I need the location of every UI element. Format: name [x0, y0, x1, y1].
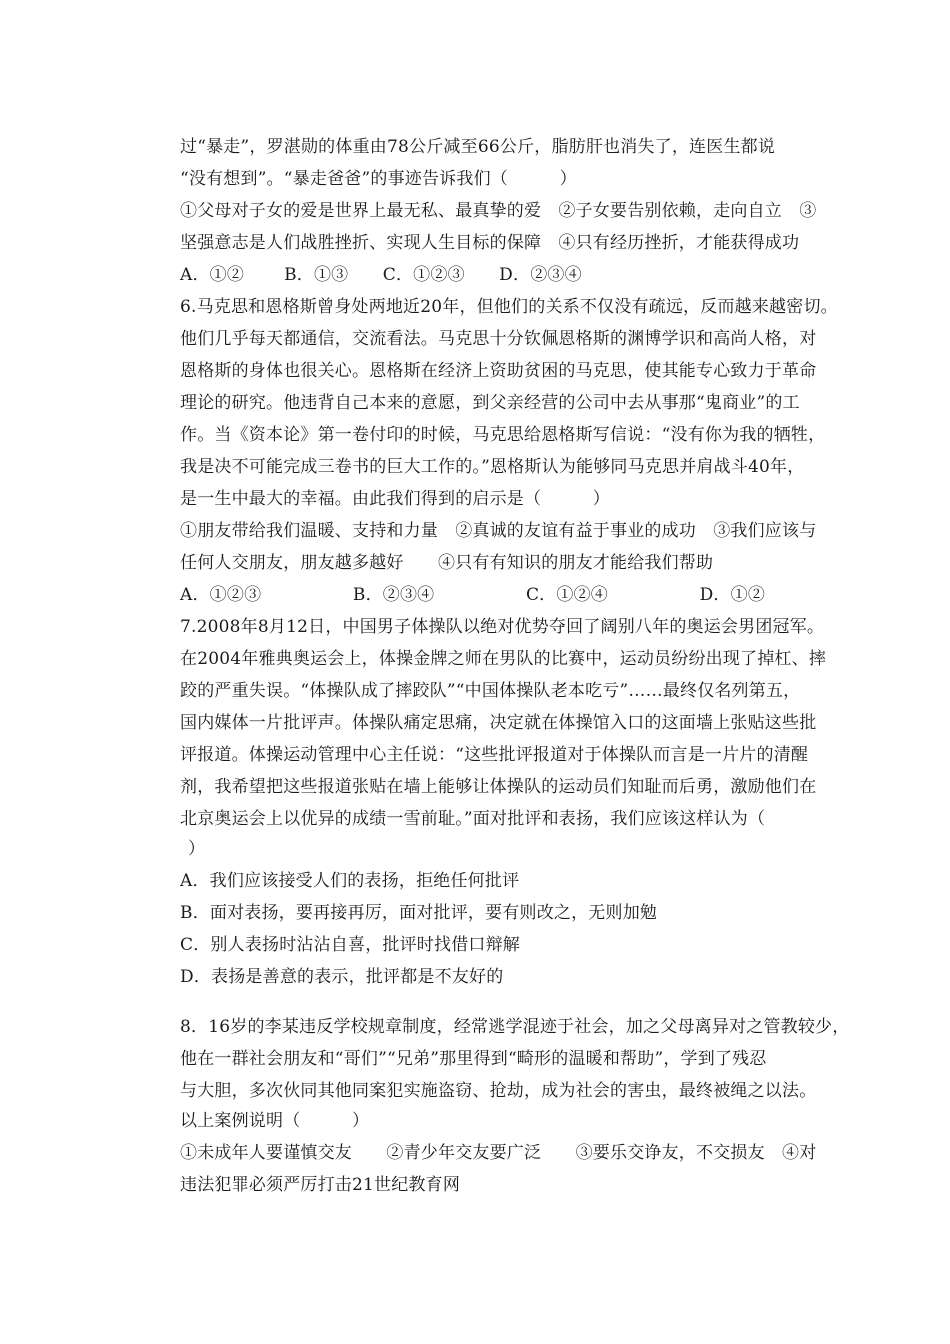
text-line: 他们几乎每天都通信，交流看法。马克思十分钦佩恩格斯的渊博学识和高尚人格，对 — [180, 329, 817, 349]
text-line: 任何人交朋友，朋友越多越好 ④只有有知识的朋友才能给我们帮助 — [180, 553, 714, 573]
text-line: 北京奥运会上以优异的成绩一雪前耻。”面对批评和表扬，我们应该这样认为（ — [180, 809, 766, 829]
text-line: 他在一群社会朋友和“哥们”“兄弟”那里得到“畸形的温暖和帮助”，学到了残忍 — [180, 1049, 767, 1069]
text-line: 我是决不可能完成三卷书的巨大工作的。”恩格斯认为能够同马克思并肩战斗40年， — [180, 457, 805, 477]
text-line: 是一生中最大的幸福。由此我们得到的启示是（ ） — [180, 489, 610, 509]
text-line: ） — [188, 839, 206, 859]
option-c: C．别人表扬时沾沾自喜，批评时找借口辩解 — [180, 935, 521, 955]
text-line: 坚强意志是人们战胜挫折、实现人生目标的保障 ④只有经历挫折，才能获得成功 — [180, 233, 800, 253]
answer-options: A．①② B．①③ C．①②③ D．②③④ — [180, 265, 582, 285]
text-line: 评报道。体操运动管理中心主任说：“这些批评报道对于体操队而言是一片片的清醒 — [180, 745, 809, 765]
option-b: B．面对表扬，要再接再厉，面对批评，要有则改之，无则加勉 — [180, 903, 658, 923]
text-line: 国内媒体一片批评声。体操队痛定思痛，决定就在体操馆入口的这面墙上张贴这些批 — [180, 713, 817, 733]
question-6: 6.马克思和恩格斯曾身处两地近20年，但他们的关系不仅没有疏远，反而越来越密切。 — [180, 297, 838, 317]
option-d: D．表扬是善意的表示，批评都是不友好的 — [180, 967, 504, 987]
text-line: 理论的研究。他违背自己本来的意愿，到父亲经营的公司中去从事那“鬼商业”的工 — [180, 393, 800, 413]
question-8: 8．16岁的李某违反学校规章制度，经常逃学混迹于社会，加之父母离异对之管教较少， — [180, 1017, 850, 1037]
text-line: ①朋友带给我们温暖、支持和力量 ②真诚的友谊有益于事业的成功 ③我们应该与 — [180, 521, 817, 541]
text-line: 与大胆，多次伙同其他同案犯实施盗窃、抢劫，成为社会的害虫，最终被绳之以法。 — [180, 1081, 817, 1101]
text-line: ①未成年人要谨慎交友 ②青少年交友要广泛 ③要乐交诤友，不交损友 ④对 — [180, 1143, 817, 1163]
option-a: A．我们应该接受人们的表扬，拒绝任何批评 — [180, 871, 520, 891]
text-line: 作。当《资本论》第一卷付印的时候，马克思给恩格斯写信说：“没有你为我的牺牲， — [180, 425, 826, 445]
text-line: 以上案例说明（ ） — [180, 1111, 370, 1131]
text-line: “没有想到”。“暴走爸爸”的事迹告诉我们（ ） — [180, 169, 577, 189]
text-line: 剂，我希望把这些报道张贴在墙上能够让体操队的运动员们知耻而后勇，激励他们在 — [180, 777, 817, 797]
text-line: 跤的严重失误。“体操队成了摔跤队”“中国体操队老本吃亏”……最终仅名列第五， — [180, 681, 801, 701]
answer-options: A．①②③ B．②③④ C．①②④ D．①② — [180, 585, 766, 605]
text-line: ①父母对子女的爱是世界上最无私、最真挚的爱 ②子女要告别依赖，走向自立 ③ — [180, 201, 817, 221]
text-line: 过“暴走”，罗湛勋的体重由78公斤减至66公斤，脂肪肝也消失了，连医生都说 — [180, 137, 776, 157]
text-line: 在2004年雅典奥运会上，体操金牌之师在男队的比赛中，运动员纷纷出现了掉杠、摔 — [180, 649, 827, 669]
text-line: 恩格斯的身体也很关心。恩格斯在经济上资助贫困的马克思，使其能专心致力于革命 — [180, 361, 817, 381]
question-7: 7.2008年8月12日，中国男子体操队以绝对优势夺回了阔别八年的奥运会男团冠军。 — [180, 617, 825, 637]
text-line: 违法犯罪必须严厉打击21世纪教育网 — [180, 1175, 461, 1195]
